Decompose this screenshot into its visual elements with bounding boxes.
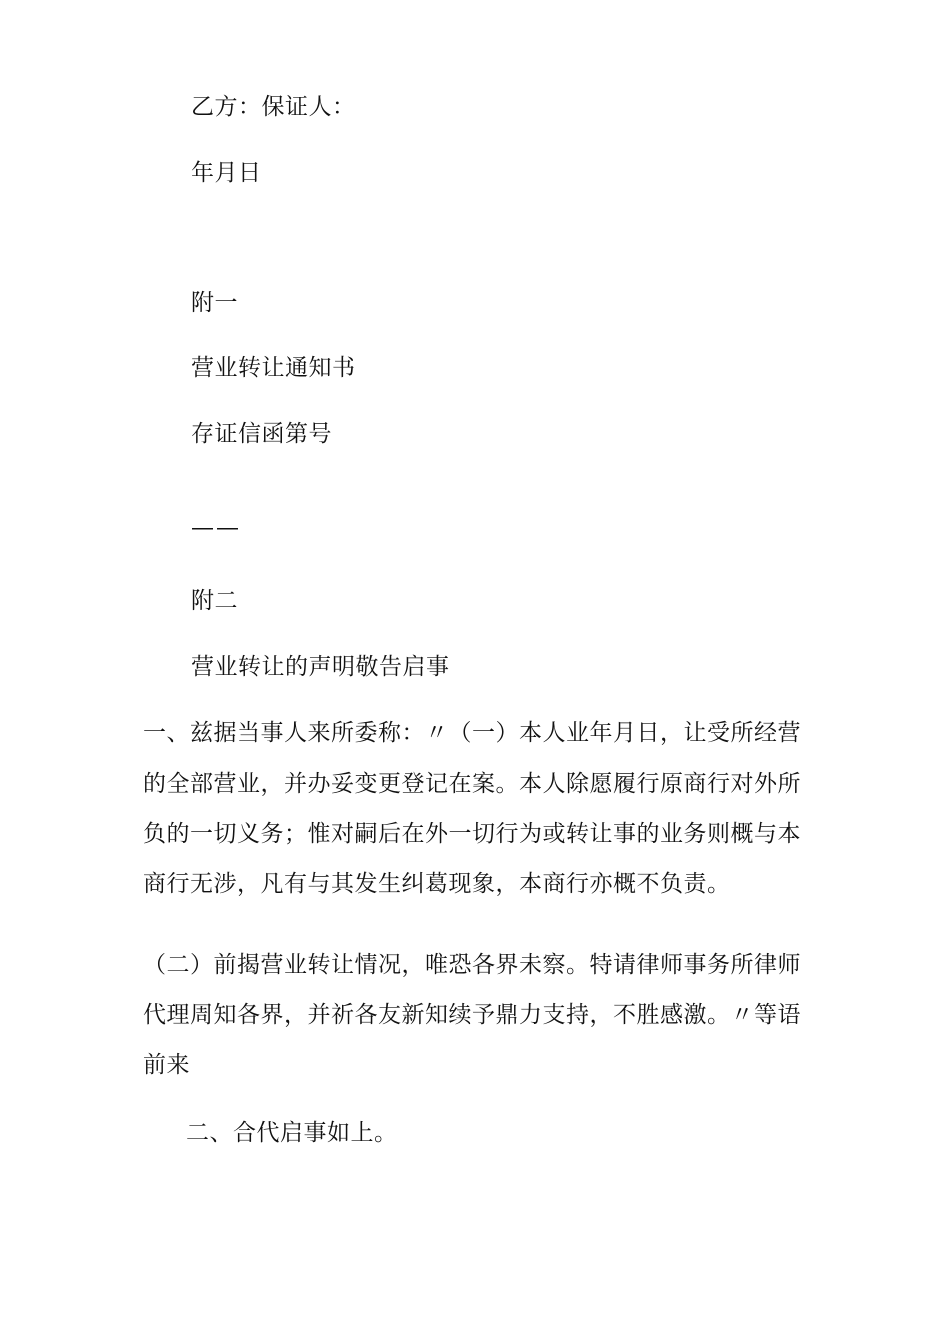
appendix2-title: 营业转让的声明敬告启事 xyxy=(191,654,450,680)
date-line: 年月日 xyxy=(191,160,262,186)
paragraph2-line: 前来 xyxy=(143,1052,190,1078)
paragraph1-line: 负的一切义务；惟对嗣后在外一切行为或转让事的业务则概与本 xyxy=(143,821,801,847)
paragraph2-line: 代理周知各界，并祈各友新知续予鼎力支持，不胜感激。〃等语 xyxy=(143,1002,801,1028)
appendix1-title: 营业转让通知书 xyxy=(191,355,356,381)
paragraph2-line: （二）前揭营业转让情况，唯恐各界未察。特请律师事务所律师 xyxy=(143,952,801,978)
paragraph1-line: 商行无涉，凡有与其发生纠葛现象，本商行亦概不负责。 xyxy=(143,871,731,897)
party-b-line: 乙方：保证人： xyxy=(191,94,356,120)
closing-line: 二、合代启事如上。 xyxy=(186,1120,398,1146)
appendix1-subtitle: 存证信函第号 xyxy=(191,421,332,447)
paragraph1-line: 的全部营业，并办妥变更登记在案。本人除愿履行原商行对外所 xyxy=(143,771,801,797)
paragraph1-line: 一、兹据当事人来所委称：〃（一）本人业年月日，让受所经营 xyxy=(143,720,801,746)
appendix1-dash: —— xyxy=(191,515,241,541)
appendix1-label: 附一 xyxy=(191,290,238,316)
appendix2-label: 附二 xyxy=(191,588,238,614)
